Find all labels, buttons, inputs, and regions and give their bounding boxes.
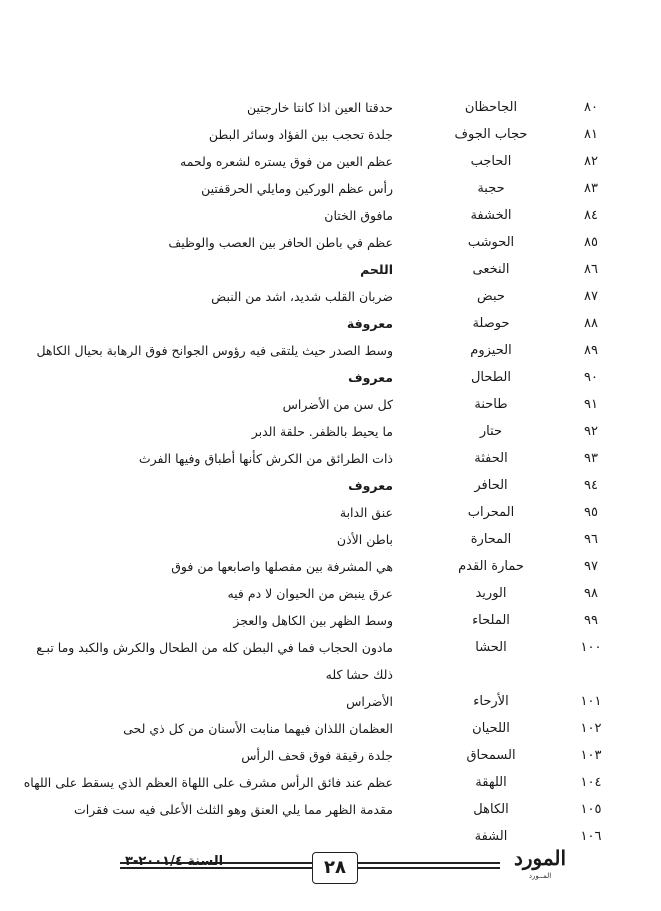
page-number: ٢٨: [312, 852, 358, 884]
entry-number: ٩٨: [584, 586, 598, 601]
entry-term: اللهقة: [475, 775, 507, 790]
glossary-entry: [0, 95, 661, 121]
glossary-entry: [0, 743, 661, 769]
glossary-entry: [0, 797, 661, 823]
glossary-entry: [0, 230, 661, 256]
entry-definition: ما يحيط بالظفر. حلقة الدبر: [251, 424, 393, 439]
entry-term: الحوشب: [467, 235, 515, 250]
entry-definition: رأس عظم الوركين ومايلي الحرقفتين: [201, 181, 393, 196]
entry-number: ١٠٢: [580, 721, 602, 736]
entry-number: ٩٩: [584, 613, 598, 628]
entry-number: ٨١: [584, 127, 598, 142]
glossary-entry: [0, 527, 661, 553]
entry-definition: عنق الدابة: [339, 505, 393, 520]
glossary-entry-continuation: [0, 662, 661, 688]
entry-term: الوريد: [475, 586, 507, 601]
entry-definition: العظمان اللذان فيهما منابت الأسنان من كل ذي لحى: [123, 721, 393, 736]
glossary-entry: [0, 500, 661, 526]
entry-term: السمحاق: [466, 748, 516, 763]
entry-term: الحافر: [474, 478, 508, 493]
entry-definition: مافوق الختان: [324, 208, 393, 223]
entry-definition: جلدة رقيقة فوق قحف الرأس: [241, 748, 393, 763]
entry-definition: اللحم: [360, 262, 393, 277]
glossary-entry: [0, 446, 661, 472]
entry-definition: مادون الحجاب فما في البطن كله من الطحال والكرش والكبد وما تبـع: [36, 640, 393, 655]
glossary-entry: [0, 311, 661, 337]
glossary-entry: [0, 419, 661, 445]
entry-term: النخعى: [472, 262, 510, 277]
entry-number: ١٠٥: [580, 802, 602, 817]
glossary-entry: [0, 581, 661, 607]
entry-definition: عظم في باطن الحافر بين العصب والوظيف: [168, 235, 393, 250]
entry-definition: وسط الظهر بين الكاهل والعجز: [233, 613, 393, 628]
entry-number: ٩٢: [584, 424, 598, 439]
issue-label: السنة ٢٠٠١/٤-٣: [125, 854, 224, 869]
glossary-entry: [0, 338, 661, 364]
journal-logo-sub: المــورد: [528, 872, 552, 880]
entry-definition: مقدمة الظهر مما يلي العنق وهو الثلث الأعلى فيه ست فقرات: [74, 802, 393, 817]
entry-definition-continuation: ذلك حشا كله: [325, 667, 393, 682]
entry-term: المحراب: [467, 505, 515, 520]
entry-definition: عظم عند فائق الرأس مشرف على اللهاة العظم الذي يسقط على اللهاه: [23, 775, 393, 790]
entry-number: ١٠٤: [580, 775, 602, 790]
entry-definition: معروفة: [346, 316, 393, 331]
entry-term: حجبة: [477, 181, 505, 196]
entry-number: ١٠٦: [580, 829, 602, 844]
entry-number: ٩٧: [584, 559, 598, 574]
glossary-entry: [0, 608, 661, 634]
entry-definition: ضربان القلب شديد، اشد من النبض: [211, 289, 393, 304]
entry-term: الحاجب: [470, 154, 512, 169]
entry-definition: هي المشرفة بين مفصلها واصابعها من فوق: [171, 559, 393, 574]
entry-number: ٩٤: [584, 478, 598, 493]
glossary-entry: [0, 176, 661, 202]
entry-term: حمارة القدم: [458, 559, 524, 574]
glossary-entry: [0, 365, 661, 391]
entry-term: الجاحظان: [464, 100, 518, 115]
entry-number: ٩٥: [584, 505, 598, 520]
entry-number: ٨٧: [584, 289, 598, 304]
entry-number: ٩٠: [584, 370, 598, 385]
entry-number: ٨٠: [584, 100, 598, 115]
entry-number: ٨٦: [584, 262, 598, 277]
entry-definition: جلدة تحجب بين الفؤاد وسائر البطن: [208, 127, 393, 142]
entry-definition: عظم العين من فوق يستره لشعره ولحمه: [180, 154, 393, 169]
entry-definition: كل سن من الأضراس: [282, 397, 393, 412]
entry-term: حجاب الجوف: [454, 127, 528, 142]
entry-term: الحفثة: [474, 451, 508, 466]
entry-definition: عرق ينبض من الحيوان لا دم فيه: [227, 586, 393, 601]
entry-term: اللحيان: [472, 721, 510, 736]
entry-term: الكاهل: [473, 802, 509, 817]
glossary-entry: [0, 392, 661, 418]
entry-number: ٨٩: [584, 343, 598, 358]
entry-term: حتار: [479, 424, 503, 439]
entry-term: الشفة: [474, 829, 508, 844]
entry-number: ٨٨: [584, 316, 598, 331]
glossary-entry: [0, 257, 661, 283]
entry-definition: معروف: [348, 478, 393, 493]
entry-definition: معروف: [348, 370, 393, 385]
entry-term: الحشا: [475, 640, 507, 655]
glossary-entry: [0, 284, 661, 310]
entry-number: ١٠١: [580, 694, 602, 709]
entry-number: ٨٢: [584, 154, 598, 169]
glossary-entry: [0, 122, 661, 148]
entry-number: ٨٣: [584, 181, 598, 196]
glossary-entry: [0, 635, 661, 661]
entry-term: حوصلة: [472, 316, 510, 331]
entry-definition: الأضراس: [346, 694, 393, 709]
entry-number: ٩٦: [584, 532, 598, 547]
entry-term: الملحاء: [472, 613, 510, 628]
entry-number: ٩٣: [584, 451, 598, 466]
glossary-entry: [0, 149, 661, 175]
entry-number: ١٠٣: [580, 748, 602, 763]
entry-term: طاحنة: [474, 397, 508, 412]
entry-number: ٩١: [584, 397, 598, 412]
glossary-entry: [0, 770, 661, 796]
entry-term: حبض: [477, 289, 505, 304]
journal-logo: المورد: [513, 846, 567, 870]
entry-definition: باطن الأذن: [336, 532, 393, 547]
entry-definition: وسط الصدر حيث يلتقى فيه رؤوس الجوانح فوق الرهابة بحيال الكاهل: [36, 343, 393, 358]
entry-number: ٨٤: [584, 208, 598, 223]
page-footer: [0, 840, 661, 890]
entry-definition: حدقتا العين اذا كانتا خارجتين: [246, 100, 393, 115]
entry-number: ٨٥: [584, 235, 598, 250]
glossary-entry: [0, 716, 661, 742]
glossary-entry: [0, 203, 661, 229]
entry-number: ١٠٠: [580, 640, 602, 655]
glossary-entry: [0, 689, 661, 715]
glossary-entry: [0, 473, 661, 499]
glossary-entry: [0, 554, 661, 580]
entry-term: الحيزوم: [470, 343, 512, 358]
entry-term: الأرحاء: [473, 694, 509, 709]
entry-term: الخشفة: [470, 208, 512, 223]
entry-term: المحارة: [470, 532, 512, 547]
entry-definition: ذات الطرائق من الكرش كأنها أطباق وفيها الفرث: [138, 451, 393, 466]
entry-term: الطحال: [470, 370, 512, 385]
